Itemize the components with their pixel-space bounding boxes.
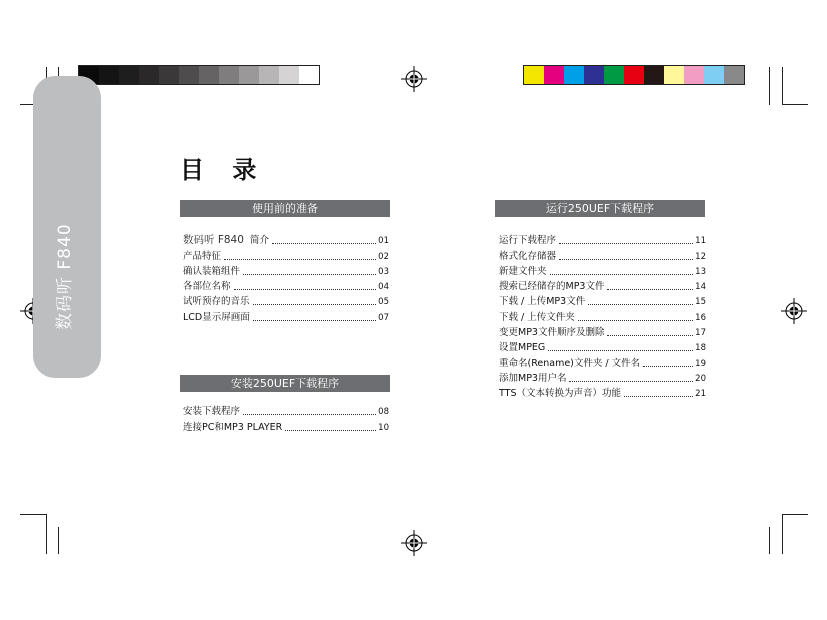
toc-entry[interactable] — [183, 263, 389, 278]
crop-mark — [782, 67, 783, 105]
calibration-swatch — [524, 66, 544, 84]
calibration-swatch — [119, 66, 139, 84]
grayscale-calibration-strip — [78, 65, 320, 85]
leader-dots — [548, 350, 693, 351]
toc-entry-title: 添加MP3用户名 — [499, 372, 567, 384]
calibration-swatch — [604, 66, 624, 84]
toc-entry-title: 各部位名称 — [183, 281, 231, 293]
crop-mark — [46, 514, 47, 554]
leader-dots — [243, 274, 376, 275]
toc-entry-page: 02 — [378, 251, 389, 262]
leader-dots — [253, 304, 377, 305]
calibration-swatch — [259, 66, 279, 84]
toc-entry[interactable] — [499, 263, 706, 278]
leader-dots — [253, 320, 376, 321]
toc-entry-title: 设置MPEG — [499, 342, 546, 354]
calibration-swatch — [724, 66, 744, 84]
toc-entry-title: TTS（文本转换为声音）功能 — [499, 388, 621, 400]
toc-entry-title: 新建文件夹 — [499, 265, 547, 277]
toc-entry[interactable] — [183, 418, 389, 433]
toc-entry-page: 20 — [695, 373, 706, 384]
toc-entry-title: 确认装箱组件 — [183, 265, 241, 277]
color-calibration-strip — [523, 65, 745, 85]
calibration-swatch — [684, 66, 704, 84]
leader-dots — [559, 259, 693, 260]
toc-entry-page: 01 — [378, 236, 389, 247]
toc-entry-page: 21 — [695, 389, 706, 400]
calibration-swatch — [624, 66, 644, 84]
toc-entry[interactable] — [183, 293, 389, 308]
toc-entry[interactable] — [499, 385, 706, 400]
leader-dots — [272, 243, 376, 244]
leader-dots — [550, 274, 694, 275]
crop-mark — [769, 67, 770, 105]
page-title: 目 录 — [180, 156, 267, 184]
calibration-swatch — [704, 66, 724, 84]
calibration-swatch — [99, 66, 119, 84]
section-header-usage: 使用前的准备 — [180, 200, 390, 217]
toc-entry-title: 格式化存储器 — [499, 250, 557, 262]
calibration-swatch — [179, 66, 199, 84]
toc-entry[interactable] — [499, 354, 706, 369]
toc-entry-page: 03 — [378, 266, 389, 277]
calibration-swatch — [544, 66, 564, 84]
toc-entry-page: 13 — [695, 266, 706, 277]
registration-mark-icon — [401, 66, 427, 92]
toc-entry[interactable] — [183, 278, 389, 293]
crop-mark — [782, 514, 808, 515]
toc-entry-page: 04 — [378, 282, 389, 293]
toc-entry[interactable] — [183, 403, 389, 418]
calibration-swatch — [159, 66, 179, 84]
toc-entry-title: 试听预存的音乐 — [183, 296, 250, 308]
toc-list-run — [499, 232, 706, 400]
crop-mark — [782, 514, 783, 554]
toc-entry-page: 11 — [695, 236, 706, 247]
side-tab-label: 数码听 F840 — [55, 223, 75, 330]
toc-entry[interactable] — [499, 232, 706, 247]
leader-dots — [243, 414, 376, 415]
registration-mark-icon — [401, 530, 427, 556]
calibration-swatch — [199, 66, 219, 84]
toc-entry-title: 安装下载程序 — [183, 406, 241, 418]
leader-dots — [624, 396, 693, 397]
toc-entry-title: 连接PC和MP3 PLAYER — [183, 421, 283, 433]
toc-entry-title: 变更MP3文件顺序及删除 — [499, 327, 605, 339]
toc-entry[interactable] — [499, 278, 706, 293]
registration-mark-icon — [781, 298, 807, 324]
calibration-swatch — [664, 66, 684, 84]
toc-entry[interactable] — [499, 324, 706, 339]
leader-dots — [569, 381, 693, 382]
product-name-label: 数码听 F840 — [183, 234, 244, 247]
toc-entry-page: 18 — [695, 343, 706, 354]
calibration-swatch — [139, 66, 159, 84]
toc-entry-page: 10 — [378, 422, 389, 433]
toc-list-usage — [183, 232, 389, 324]
calibration-swatch — [299, 66, 319, 84]
leader-dots — [607, 335, 693, 336]
toc-entry[interactable] — [499, 339, 706, 354]
leader-dots — [559, 243, 693, 244]
toc-entry-title: 下载 / 上传MP3文件 — [499, 296, 586, 308]
leader-dots — [224, 259, 376, 260]
toc-entry-page: 16 — [695, 312, 706, 323]
calibration-swatch — [239, 66, 259, 84]
calibration-swatch — [219, 66, 239, 84]
calibration-swatch — [279, 66, 299, 84]
leader-dots — [578, 320, 693, 321]
toc-entry-title: 下载 / 上传文件夹 — [499, 311, 575, 323]
section-header-run: 运行250UEF下载程序 — [495, 200, 705, 217]
toc-entry-page: 19 — [695, 358, 706, 369]
calibration-swatch — [644, 66, 664, 84]
toc-entry-page: 07 — [378, 312, 389, 323]
calibration-swatch — [564, 66, 584, 84]
crop-mark — [782, 104, 808, 105]
toc-entry-page: 14 — [695, 282, 706, 293]
toc-entry-page: 17 — [695, 328, 706, 339]
toc-entry-page: 08 — [378, 407, 389, 418]
leader-dots — [643, 366, 693, 367]
section-header-install: 安装250UEF下载程序 — [180, 375, 390, 392]
crop-mark — [769, 527, 770, 554]
crop-mark — [58, 527, 59, 554]
calibration-swatch — [584, 66, 604, 84]
toc-list-install — [183, 403, 389, 434]
toc-entry-page: 12 — [695, 251, 706, 262]
toc-entry-title: LCD显示屏画面 — [183, 311, 250, 323]
toc-entry[interactable] — [183, 247, 389, 262]
leader-dots — [588, 304, 693, 305]
toc-entry-title: 产品特征 — [183, 250, 222, 262]
leader-dots — [285, 430, 376, 431]
toc-entry[interactable] — [499, 308, 706, 323]
toc-entry[interactable] — [183, 308, 389, 323]
toc-entry-title: 简介 — [249, 235, 269, 247]
crop-mark — [20, 514, 46, 515]
toc-entry-title: 重命名(Rename)文件夹 / 文件名 — [499, 357, 641, 369]
toc-entry-title: 运行下载程序 — [499, 235, 557, 247]
leader-dots — [607, 289, 693, 290]
leader-dots — [234, 289, 377, 290]
toc-entry[interactable] — [499, 293, 706, 308]
toc-entry[interactable] — [499, 370, 706, 385]
toc-entry[interactable] — [183, 232, 389, 247]
toc-entry[interactable] — [499, 247, 706, 262]
toc-entry-page: 05 — [378, 297, 389, 308]
toc-entry-title: 搜索已经储存的MP3文件 — [499, 281, 605, 293]
toc-entry-page: 15 — [695, 297, 706, 308]
